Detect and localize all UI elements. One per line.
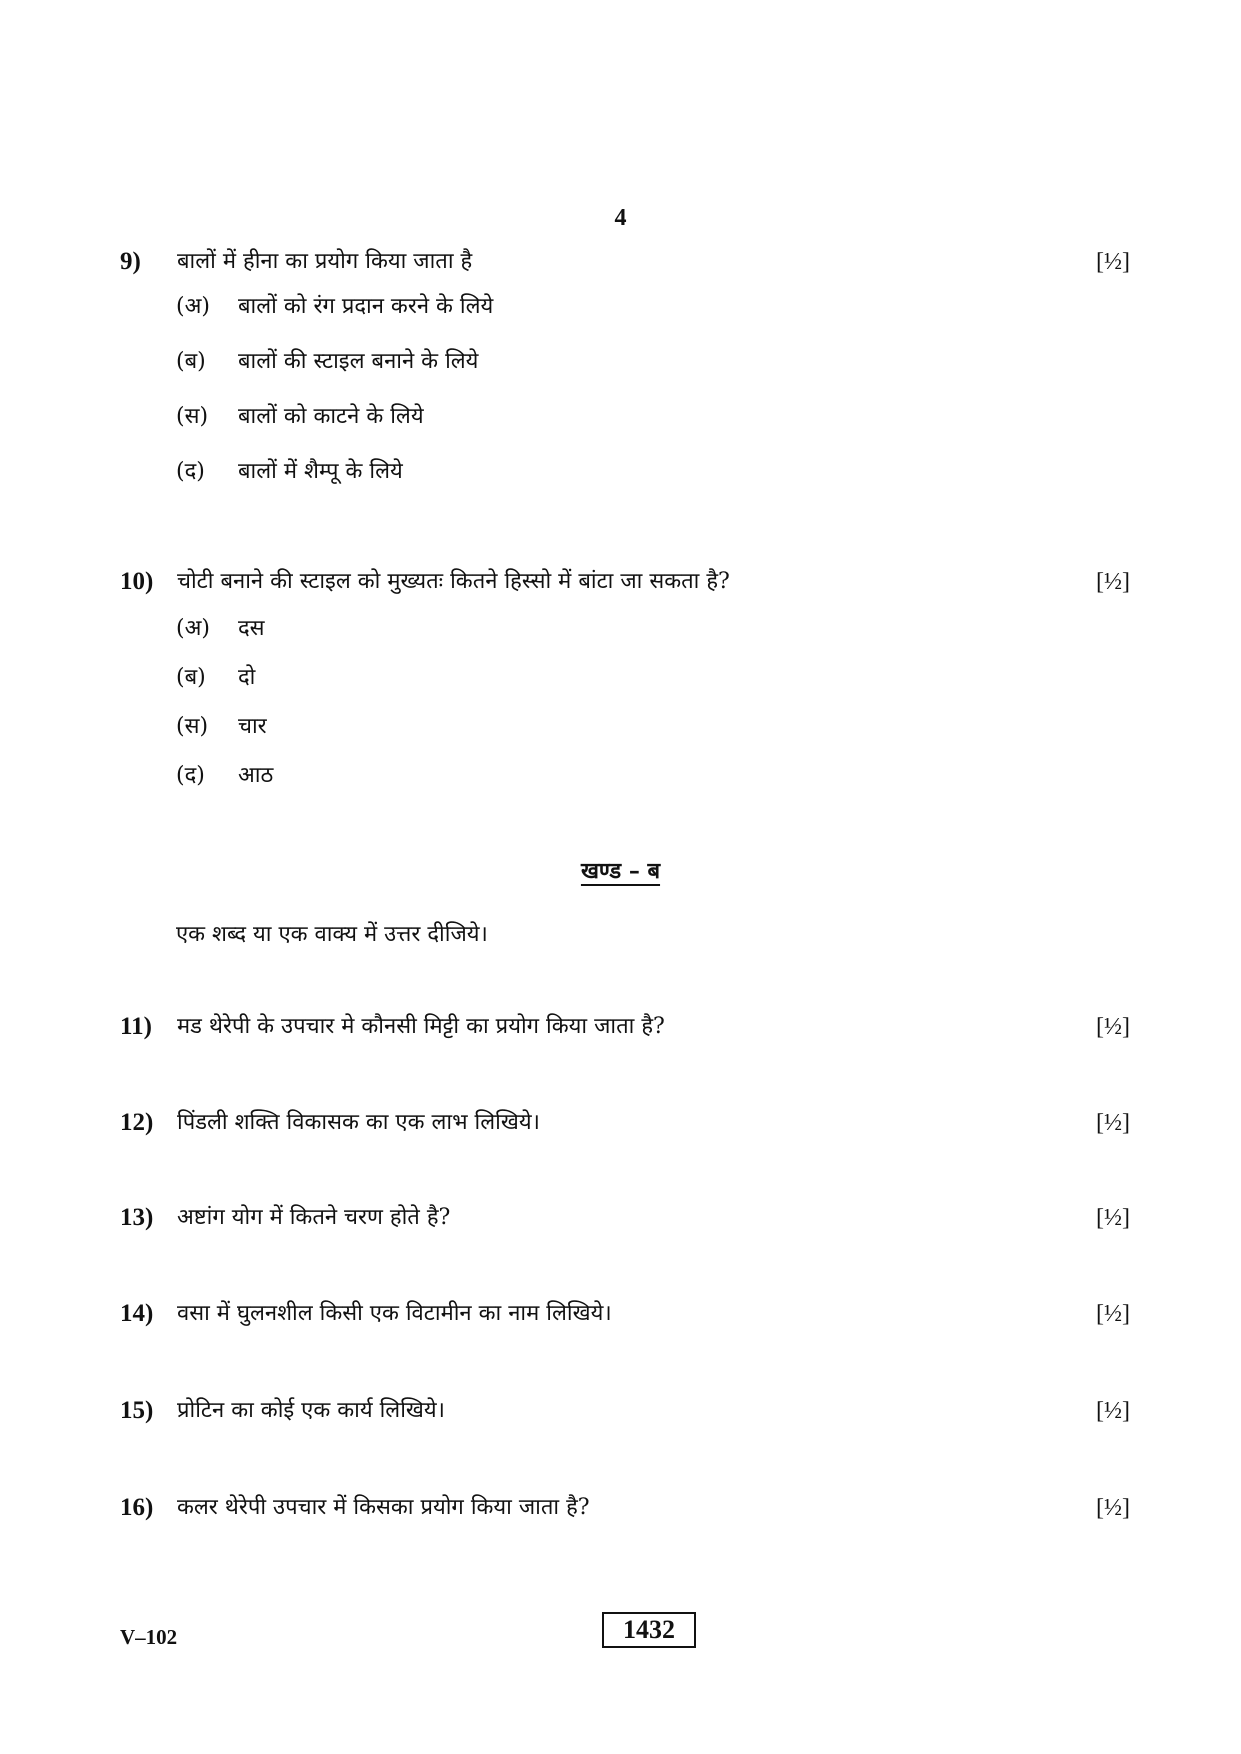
option-b [176,659,255,697]
option-text: दो [238,665,256,690]
option-text: आठ [238,763,274,788]
option-b [176,343,478,381]
option-label: (ब) [176,665,206,690]
question-12 [120,1103,1130,1143]
option-label: (द) [176,459,205,484]
section-instruction: एक शब्द या एक वाक्य में उत्तर दीजिये। [176,922,488,947]
option-text: दस [238,616,265,641]
section-title [0,855,1241,885]
question-marks: [½] [1096,1205,1130,1231]
option-text: चार [238,714,267,739]
question-marks: [½] [1096,1398,1130,1424]
question-14 [120,1294,1130,1334]
option-d [176,757,273,795]
question-11 [120,1007,1130,1047]
question-marks: [½] [1096,249,1130,275]
option-label: (स) [176,714,209,739]
question-marks: [½] [1096,1110,1130,1136]
section-title-text: खण्ड – ब [580,858,661,884]
question-marks: [½] [1096,1301,1130,1327]
question-marks: [½] [1096,1495,1130,1521]
option-label: (स) [176,404,209,429]
option-label: (अ) [176,294,210,319]
option-label: (अ) [176,616,210,641]
option-a [176,610,265,648]
option-text: बालों की स्टाइल बनाने के लिये [238,349,479,374]
question-number: 16) [120,1494,154,1521]
question-text: बालों में हीना का प्रयोग किया जाता है [177,249,473,274]
option-label: (द) [176,763,205,788]
page-number: 4 [614,205,627,231]
question-number: 15) [120,1397,154,1424]
question-text: वसा में घुलनशील किसी एक विटामीन का नाम लिखिये। [177,1301,612,1326]
question-text: मड थेरेपी के उपचार मे कौनसी मिट्टी का प्रयोग किया जाता है? [177,1014,665,1039]
question-marks: [½] [1096,1014,1130,1040]
question-number: 9) [120,248,141,275]
option-text: बालों में शैम्पू के लिये [238,459,403,484]
question-number: 12) [120,1109,154,1136]
question-text: पिंडली शक्ति विकासक का एक लाभ लिखिये। [177,1110,540,1135]
option-c [176,398,424,436]
question-text: चोटी बनाने की स्टाइल को मुख्यतः कितने हिस्सो में बांटा जा सकता है? [177,569,730,594]
option-d [176,453,403,491]
question-text: अष्टांग योग में कितने चरण होते है? [177,1205,451,1230]
question-9 [120,242,1130,282]
option-text: बालों को रंग प्रदान करने के लिये [238,294,494,319]
question-13 [120,1198,1130,1238]
question-16 [120,1488,1130,1528]
option-text: बालों को काटने के लिये [238,404,424,429]
question-number: 11) [120,1013,152,1040]
question-marks: [½] [1096,569,1130,595]
question-number: 13) [120,1204,154,1231]
question-number: 14) [120,1300,154,1327]
question-text: प्रोटिन का कोई एक कार्य लिखिये। [177,1398,445,1423]
option-c [176,708,267,746]
paper-number-box: 1432 [602,1612,696,1648]
option-a [176,288,493,326]
question-number: 10) [120,568,154,595]
question-10 [120,562,1130,602]
option-label: (ब) [176,349,206,374]
paper-code: V–102 [120,1625,178,1649]
question-text: कलर थेरेपी उपचार में किसका प्रयोग किया जाता है? [177,1495,590,1520]
question-15 [120,1391,1130,1431]
